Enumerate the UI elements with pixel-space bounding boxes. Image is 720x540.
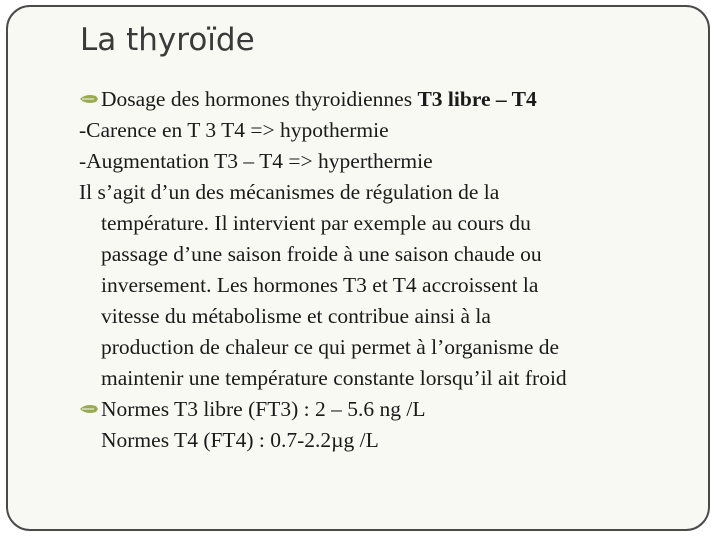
bullet-dosage [79, 84, 679, 115]
paragraph-line-2: température. Il intervient par exemple au cours du [101, 211, 531, 235]
paragraph-line-3: passage d’une saison froide à une saison chaude ou [101, 242, 542, 266]
slide-title: La thyroïde [80, 22, 255, 58]
line-carence: -Carence en T 3 T4 => hypothermie [79, 118, 389, 142]
leaf-arrow-icon [79, 402, 99, 416]
paragraph-line-6: production de chaleur ce qui permet à l’organisme de [101, 335, 560, 359]
line-normes-t4: Normes T4 (FT4) : 0.7-2.2µg /L [101, 428, 379, 452]
paragraph-line-7: maintenir une température constante lorsqu’il ait froid [101, 366, 567, 390]
bullet-dosage-text: Dosage des hormones thyroidiennes [101, 87, 418, 111]
bullet-dosage-bold: T3 libre – T4 [417, 87, 537, 111]
paragraph-line-1: Il s’agit d’un des mécanismes de régulation de la [79, 180, 500, 204]
paragraph-line-4: inversement. Les hormones T3 et T4 accroissent la [101, 273, 539, 297]
bullet-normes-t3-text: Normes T3 libre (FT3) : 2 – 5.6 ng /L [101, 397, 426, 421]
slide-content [79, 84, 679, 456]
paragraph-line-5: vitesse du métabolisme et contribue ainsi à la [101, 304, 491, 328]
bullet-normes-t3 [79, 394, 679, 425]
line-augmentation: -Augmentation T3 – T4 => hyperthermie [79, 149, 433, 173]
leaf-arrow-icon [79, 92, 99, 106]
